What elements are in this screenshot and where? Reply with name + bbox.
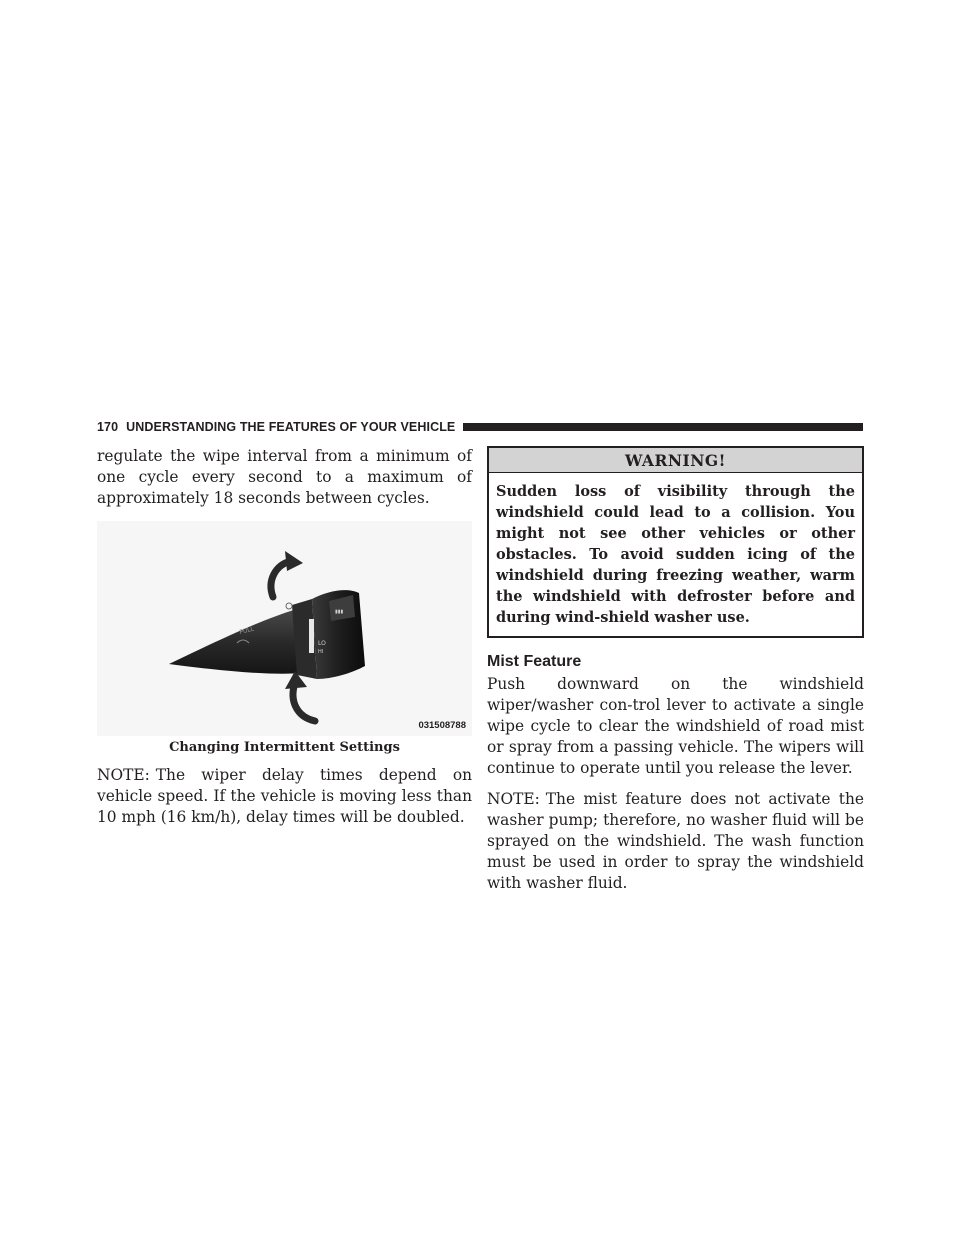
rotate-up-arrowhead-icon bbox=[285, 551, 303, 571]
section-title: UNDERSTANDING THE FEATURES OF YOUR VEHICLE bbox=[126, 420, 456, 434]
indicator-band bbox=[309, 619, 314, 653]
knob-mark: ▮▮▮ bbox=[335, 609, 344, 615]
mist-note bbox=[487, 789, 864, 894]
lever-label-lo: LO bbox=[318, 640, 326, 647]
delay-note bbox=[97, 765, 472, 828]
note-label: NOTE: bbox=[97, 766, 150, 784]
lever-label-hi: HI bbox=[318, 649, 324, 655]
header-rule bbox=[463, 423, 863, 431]
mist-feature-heading: Mist Feature bbox=[487, 653, 582, 670]
note-label: NOTE: bbox=[487, 790, 540, 808]
right-column bbox=[487, 446, 864, 894]
note-text: The wiper delay times depend on vehicle speed. If the vehicle is moving less than 10 mph (16 km/h), delay times will be doubled. bbox=[97, 766, 472, 826]
wiper-lever-figure bbox=[97, 521, 472, 736]
note-text: The mist feature does not activate the washer pump; therefore, no washer fluid will be sprayed on the windshield. The wash function must be used in order to spray the windshield with washer fluid. bbox=[487, 790, 864, 892]
left-column bbox=[97, 446, 472, 828]
intro-paragraph: regulate the wipe interval from a minimum of one cycle every second to a maximum of approximately 18 seconds between cycles. bbox=[97, 447, 472, 507]
page-header bbox=[97, 417, 863, 437]
page-number: 170 bbox=[97, 420, 119, 434]
lever-label-pull: PULL bbox=[238, 625, 255, 636]
lever-stalk bbox=[169, 609, 302, 674]
mist-feature-paragraph: Push downward on the windshield wiper/washer con-trol lever to activate a single wipe cycle to clear the windshield of road mist or spray from a passing vehicle. The wipers will continue to operate until you release the lever. bbox=[487, 675, 864, 777]
warning-title: WARNING! bbox=[489, 448, 862, 473]
warning-box bbox=[487, 446, 864, 638]
figure-code: 031508788 bbox=[418, 720, 466, 731]
rotate-down-arrow-icon bbox=[293, 683, 315, 721]
figure-caption: Changing Intermittent Settings bbox=[169, 740, 400, 755]
warning-body: Sudden loss of visibility through the windshield could lead to a collision. You might not see other vehicles or other obstacles. To avoid sudden icing of the windshield during freezing weather, warm the windshield with defroster before and during wind-shield washer use. bbox=[496, 483, 855, 626]
wiper-symbol-icon bbox=[286, 603, 292, 609]
wiper-lever-illustration bbox=[97, 521, 472, 736]
